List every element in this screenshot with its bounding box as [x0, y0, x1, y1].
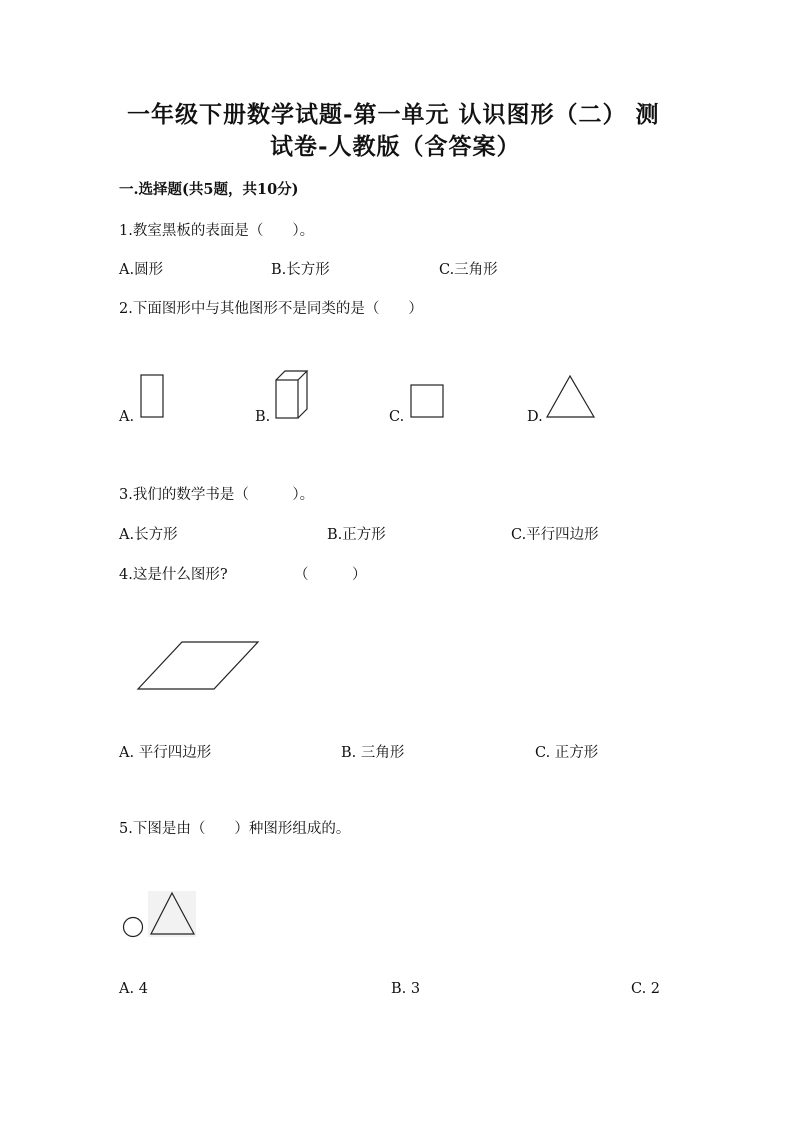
page-title-line1: 一年级下册数学试题-第一单元 认识图形（二） 测: [127, 101, 660, 128]
q3-option-b[interactable]: B.正方形: [327, 527, 386, 543]
question-2-stem: 2.下面图形中与其他图形不是同类的是（ ）: [119, 301, 423, 317]
section-heading: 一.选择题(共5题，共10分): [119, 181, 299, 198]
question-1-stem: 1.教室黑板的表面是（ ）。: [119, 223, 315, 239]
q2-option-a[interactable]: A.: [119, 409, 135, 425]
q5-option-c[interactable]: C. 2: [631, 981, 661, 997]
question-4-stem: 4.这是什么图形?: [119, 567, 228, 583]
rectangle-icon: [140, 374, 166, 420]
q2-option-d[interactable]: D.: [527, 409, 543, 425]
q4-option-a[interactable]: A. 平行四边形: [119, 745, 212, 761]
q1-option-c[interactable]: C.三角形: [439, 262, 498, 278]
q1-option-b[interactable]: B.长方形: [271, 262, 330, 278]
triangle-icon: [546, 374, 598, 420]
page-title-line2: 试卷-人教版（含答案）: [270, 133, 521, 160]
triangle-icon: [149, 891, 197, 937]
cuboid-icon: [275, 370, 311, 422]
parallelogram-icon: [137, 641, 261, 693]
q3-option-c[interactable]: C.平行四边形: [511, 527, 599, 543]
question-5-stem: 5.下图是由（ ）种图形组成的。: [119, 821, 351, 837]
q4-option-c[interactable]: C. 正方形: [535, 745, 599, 761]
square-icon: [410, 384, 446, 420]
q5-option-a[interactable]: A. 4: [119, 981, 148, 997]
q2-option-b[interactable]: B.: [255, 409, 271, 425]
q4-option-b[interactable]: B. 三角形: [341, 745, 405, 761]
circle-icon: [122, 916, 146, 940]
q5-option-b[interactable]: B. 3: [391, 981, 421, 997]
question-3-stem: 3.我们的数学书是（ ）。: [119, 487, 315, 503]
q4-answer-blank: （ ）: [294, 567, 367, 583]
q3-option-a[interactable]: A.长方形: [119, 527, 178, 543]
q2-option-c[interactable]: C.: [389, 409, 405, 425]
q1-option-a[interactable]: A.圆形: [119, 262, 164, 278]
